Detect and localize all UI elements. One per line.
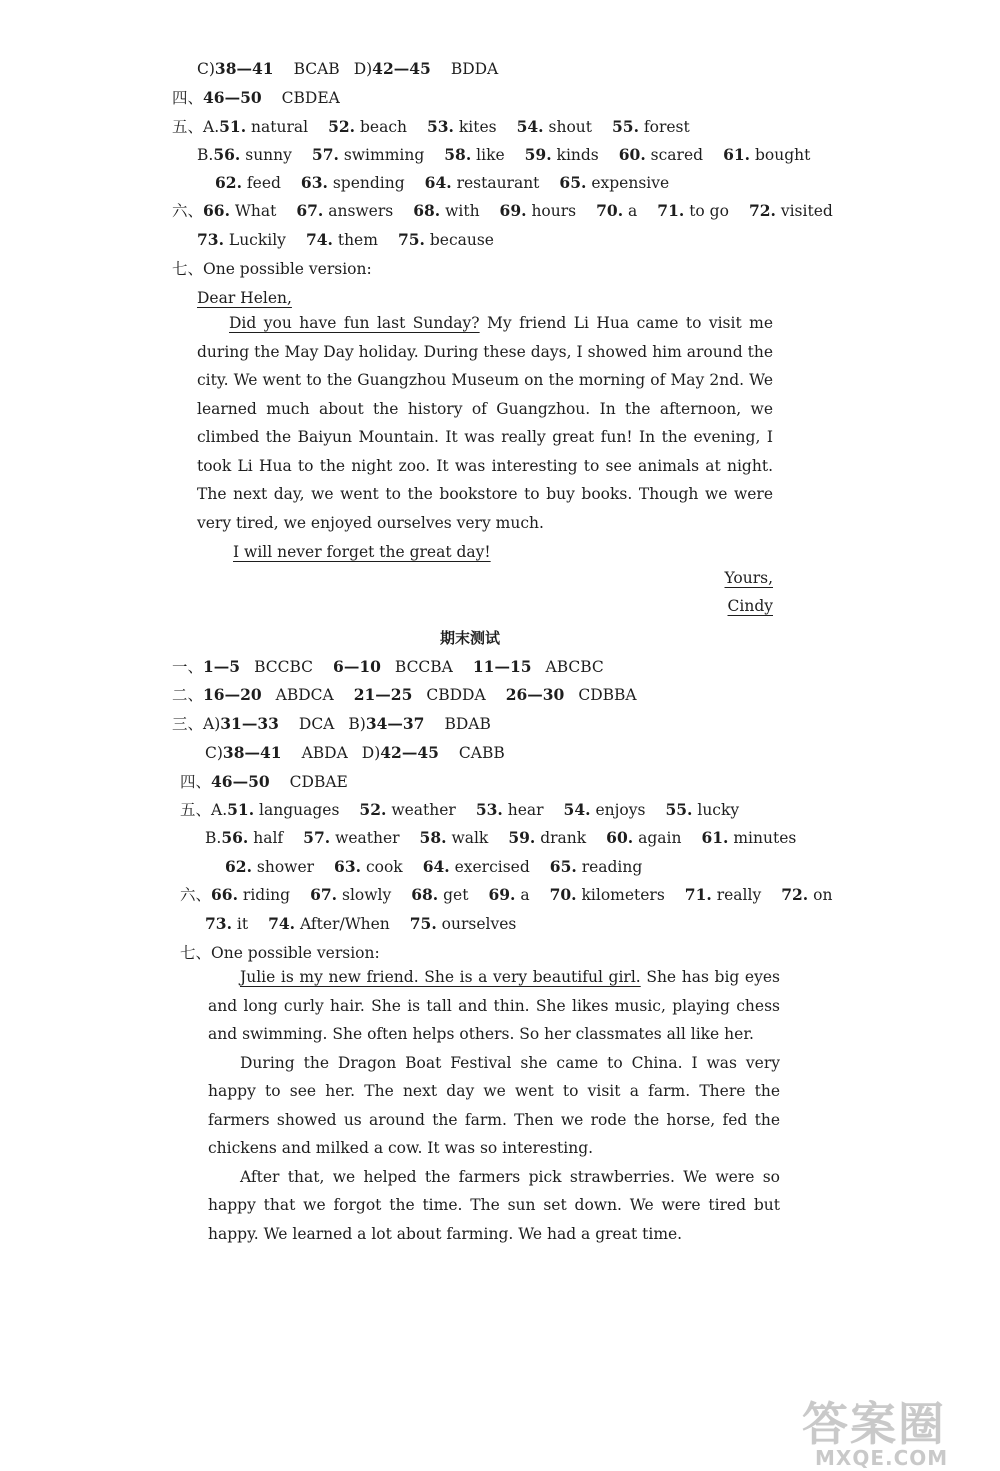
answer-word: swimming [343,146,425,164]
answer-word: on [813,886,833,904]
section-title: 期末测试 [439,629,500,647]
answer-key: BCCBA [394,658,453,676]
answer-word: visited [780,202,833,220]
answer-word: forest [643,118,690,136]
letter-body: Did you have fun last Sunday? My friend Li Hua came to visit me during the May Day holiday. During these days, I showed him around the city. We went to the Guangzhou Museum on the morning of May 2nd. We learned much about the history of Guangzhou. In the afternoon, we climbed the Baiyun Mountain. It was really great fun! In the evening, I took Li Hua to the night zoo. It was interesting to see animals at night. The next day, we went to the bookstore to buy books. Though we were very tired, we enjoyed ourselves very much. [197,314,773,532]
essay-paragraph-2: During the Dragon Boat Festival she came to China. I was very happy to see her. The next day we went to visit a farm. There the farmers showed us around the farm. Then we rode the horse, fed the chickens and milked a cow. It was so interesting. [208,1053,780,1157]
essay-paragraph-3: After that, we helped the farmers pick strawberries. We were so happy that we forgot the time. The sun set down. We were tired but happy. We learned a lot about farming. We had a great time. [208,1167,780,1243]
letter-end: I will never forget the great day! [233,543,491,561]
question-range: 11—15 [472,657,532,676]
answer-word: Luckily [228,231,286,249]
question-number: 74. [305,230,333,249]
answer-word: exercised [454,858,530,876]
question-number: 52. [328,117,356,136]
watermark-logo: 答案圈 [802,1397,946,1451]
letter-lead: Did you have fun last Sunday? [229,314,480,332]
question-number: 71. [684,885,712,904]
answer-word: really [716,886,762,904]
answer-word: enjoys [595,801,646,819]
sec1-line-5b [197,144,810,166]
answer-word: answers [328,202,394,220]
answer-key: CDBBA [578,686,637,704]
section-label: 六、 [180,886,212,904]
answer-word: minutes [733,829,797,847]
question-number: 56. [213,145,241,164]
answer-word: restaurant [456,174,540,192]
answer-word: them [337,231,378,249]
sec2-line-7: 七、One possible version: [180,944,380,962]
sec2-line-5a [180,799,739,821]
question-number: 54. [516,117,544,136]
question-number: 60. [606,828,634,847]
answer-word: again [638,829,682,847]
question-range: 16—20 [203,685,262,704]
sec2-line-3ab: 三、A)31—33 DCA B)34—37 BDAB [172,714,491,733]
answer-word: hours [531,202,577,220]
sec2-line-5c [225,856,642,878]
answer-word: kinds [556,146,599,164]
answer-word: it [236,915,249,933]
question-number: 53. [475,800,503,819]
question-range: 1—5 [203,657,241,676]
letter-closing: Yours, Cindy [600,564,773,620]
section-label: B. [205,829,222,847]
answer-key: BCCBC [254,658,314,676]
answer-key: ABDCA [275,686,334,704]
answer-word: drank [540,829,587,847]
question-number: 55. [612,117,639,136]
question-number: 51. [227,800,255,819]
question-number: 57. [303,828,331,847]
question-number: 61. [723,145,751,164]
question-number: 73. [205,914,232,933]
answer-word: shower [256,858,315,876]
sec1-line-7: 七、One possible version: [172,260,372,278]
question-number: 68. [413,201,441,220]
sec1-line-c-d: C)38—41 BCAB D)42—45 BDDA [197,59,499,78]
question-number: 75. [397,230,425,249]
question-number: 68. [411,885,439,904]
question-number: 63. [334,857,361,876]
question-range: 26—30 [505,685,565,704]
answer-word: hear [507,801,544,819]
answer-word: half [253,829,284,847]
answer-word: What [234,202,277,220]
question-number: 58. [444,145,472,164]
answer-word: kilometers [581,886,665,904]
answer-word: like [476,146,505,164]
question-number: 58. [419,828,447,847]
question-number: 73. [197,230,224,249]
question-number: 57. [311,145,339,164]
answer-word: walk [451,829,489,847]
question-number: 65. [559,173,587,192]
question-number: 66. [203,201,230,220]
question-range: 21—25 [353,685,413,704]
question-number: 72. [748,201,776,220]
answer-word: a [628,202,638,220]
sec1-line-6b [197,229,494,251]
question-number: 59. [524,145,552,164]
question-number: 67. [296,201,324,220]
question-range: 6—10 [333,657,381,676]
answer-word: get [443,886,469,904]
answer-key: CBDDA [426,686,486,704]
question-number: 70. [596,201,624,220]
answer-word: riding [242,886,291,904]
question-number: 75. [409,914,437,933]
question-number: 70. [549,885,577,904]
question-number: 60. [618,145,646,164]
answer-word: reading [581,858,643,876]
answer-word: spending [332,174,405,192]
answer-word: kites [458,118,497,136]
essay [208,963,780,1248]
section-label: B. [197,146,214,164]
section-label: 五、A. [172,118,220,136]
answer-word: weather [391,801,456,819]
question-number: 65. [549,857,577,876]
question-number: 74. [268,914,296,933]
answer-word: shout [548,118,592,136]
section-label: 六、 [172,202,204,220]
question-number: 54. [563,800,591,819]
question-number: 64. [424,173,452,192]
question-number: 69. [499,201,527,220]
answer-word: slowly [341,886,392,904]
section-label: 五、A. [180,801,228,819]
question-number: 62. [225,857,252,876]
section-label: 一、 [172,658,204,676]
question-number: 52. [359,800,387,819]
question-number: 69. [488,885,516,904]
question-number: 55. [665,800,693,819]
sec1-line-6a [172,200,833,222]
answer-word: weather [335,829,400,847]
answer-word: After/When [300,915,390,933]
question-number: 67. [310,885,338,904]
letter-greeting: Dear Helen, [197,289,292,307]
answer-key: ABCBC [545,658,604,676]
question-number: 62. [215,173,242,192]
question-number: 71. [657,201,685,220]
answer-word: feed [246,174,281,192]
answer-word: languages [259,801,340,819]
answer-word: lucky [697,801,740,819]
sec1-line-4: 四、46—50 CBDEA [172,88,340,107]
answer-word: scared [650,146,704,164]
answer-word: bought [754,146,811,164]
question-number: 61. [701,828,729,847]
sec2-line-6b [205,913,516,935]
sec2-line-2 [172,684,637,706]
sec2-line-3cd: C)38—41 ABDA D)42—45 CABB [205,743,505,762]
answer-word: a [520,886,530,904]
sec1-line-5c [215,172,669,194]
answer-word: cook [365,858,403,876]
sec2-line-6a [180,884,832,906]
question-number: 56. [221,828,249,847]
question-number: 59. [508,828,536,847]
answer-word: with [445,202,480,220]
answer-word: expensive [591,174,670,192]
question-number: 66. [211,885,238,904]
letter-signature: Cindy [727,597,773,615]
answer-word: beach [359,118,407,136]
question-number: 53. [426,117,454,136]
sec2-line-5b [205,827,796,849]
question-number: 63. [300,173,328,192]
sec2-line-1 [172,656,604,678]
sec2-line-4: 四、46—50 CDBAE [180,772,348,791]
essay-paragraph-1: Julie is my new friend. She is a very beautiful girl. She has big eyes and long curly hair. She is tall and thin. She likes music, playing chess and swimming. She often helps others. So her classmates all like her. [208,968,780,1043]
answer-word: ourselves [441,915,517,933]
sec1-line-5a [172,116,690,138]
answer-word: because [429,231,494,249]
question-number: 51. [219,117,247,136]
question-number: 64. [422,857,450,876]
section-label: 二、 [172,686,204,704]
answer-word: to go [689,202,729,220]
question-number: 72. [781,885,809,904]
answer-word: natural [251,118,309,136]
watermark-url: MXQE.COM [815,1446,949,1470]
answer-word: sunny [245,146,292,164]
